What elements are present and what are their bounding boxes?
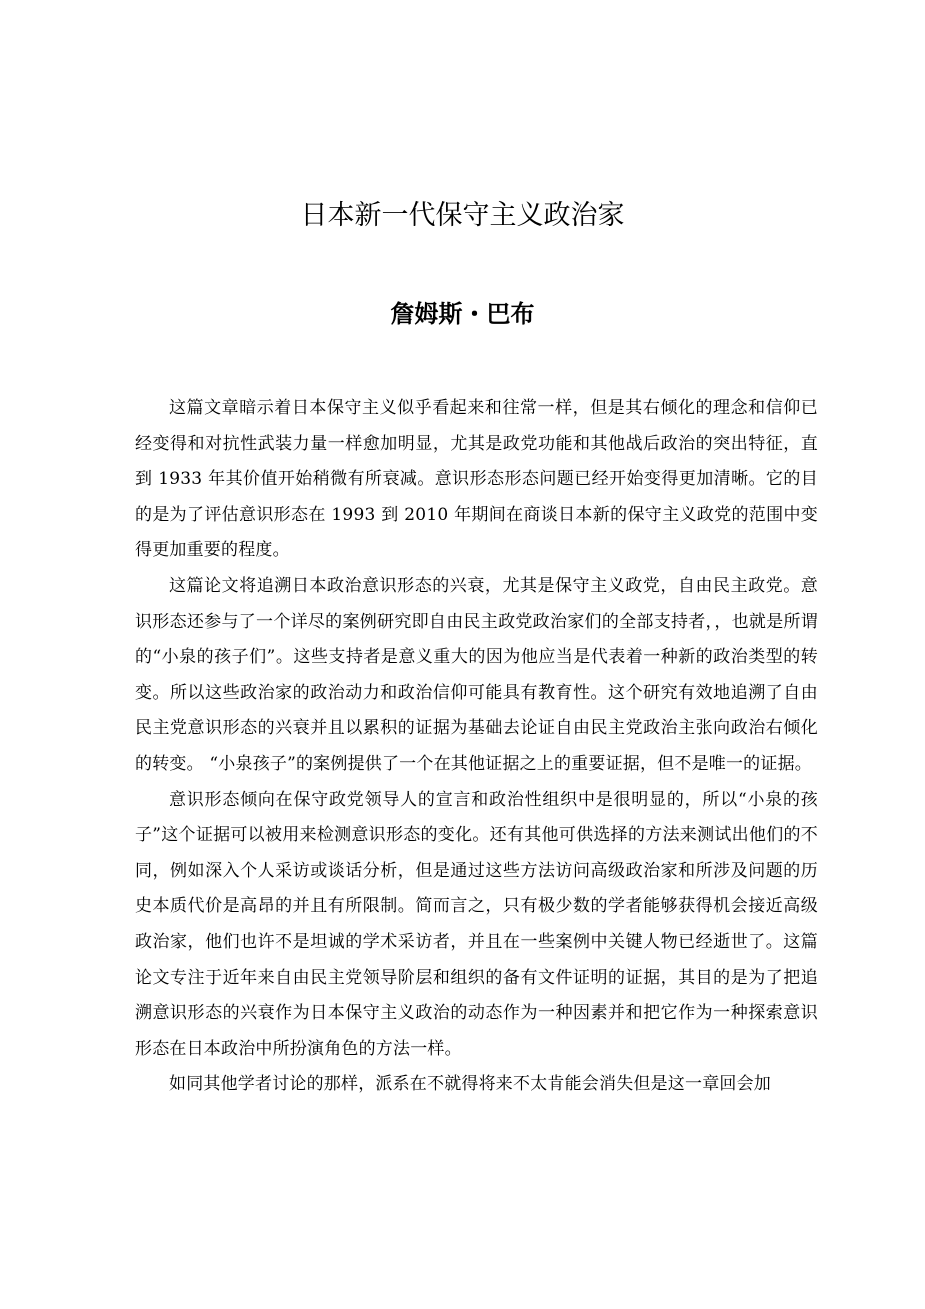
author-name: 詹姆斯・巴布 [390,300,535,328]
paragraph: 这篇文章暗示着日本保守主义似乎看起来和往常一样，但是其右倾化的理念和信仰已经变得和对抗性武装力量一样愈加明显，尤其是政党功能和其他战后政治的突出特征，直到 1933 年其价值开始稍微有所衰减。意识形态形态问题已经开始变得更加清晰。它的目的是为了评估意识形态在 1993 到 2010 年期间在商谈日本新的保守主义政党的范围中变得更加重要的程度。 [135,398,818,561]
document-body [135,391,818,1103]
paragraph: 这篇论文将追溯日本政治意识形态的兴衰，尤其是保守主义政党，自由民主政党。意识形态还参与了一个详尽的案例研究即自由民主政党政治家们的全部支持者，，也就是所谓的“小泉的孩子们”。这些支持者是意义重大的因为他应当是代表着一种新的政治类型的转变。所以这些政治家的政治动力和政治信仰可能具有教育性。这个研究有效地追溯了自由民主党意识形态的兴衰并且以累积的证据为基础去论证自由民主党政治主张向政治右倾化的转变。 “小泉孩子”的案例提供了一个在其他证据之上的重要证据，但不是唯一的证据。 [135,575,818,774]
document-title: 日本新一代保守主义政治家 [300,200,625,231]
paragraph: 如同其他学者讨论的那样，派系在不就得将来不太肯能会消失但是这一章回会加 [169,1074,771,1095]
paragraph: 意识形态倾向在保守政党领导人的宣言和政治性组织中是很明显的，所以“小泉的孩子”这个证据可以被用来检测意识形态的变化。还有其他可供选择的方法来测试出他们的不同，例如深入个人采访或谈话分析，但是通过这些方法访问高级政治家和所涉及问题的历史本质代价是高昂的并且有所限制。简而言之，只有极少数的学者能够获得机会接近高级政治家，他们也许不是坦诚的学术采访者，并且在一些案例中关键人物已经逝世了。这篇论文专注于近年来自由民主党领导阶层和组织的备有文件证明的证据，其目的是为了把追溯意识形态的兴衰作为日本保守主义政治的动态作为一种因素并和把它作为一种探索意识形态在日本政治中所扮演角色的方法一样。 [135,789,818,1059]
